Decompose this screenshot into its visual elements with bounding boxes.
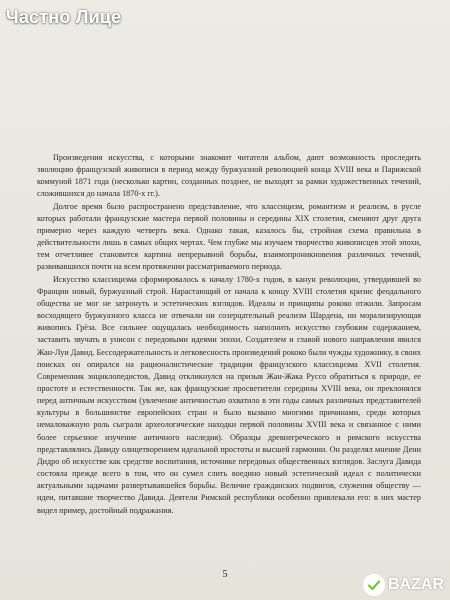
paragraph-3: Искусство классицизма сформировалось к началу 1780-х годов, в канун революции, утвердившей во Франции новый, буржуазный строй. Нарастающий от начала к концу XVIII столетия кризис феодального общества не мог не затронуть и эстетических взглядов. Идеалы и принципы рококо отжили. Запросам восходящего буржуазного класса не отвечали ни созерцательный реализм Шардена, ни морализирующая живопись Грёза. Все сильнее ощущалась необходимость наполнить искусство глубоким содержанием, заставить звучать в унисон с передовыми идеями эпохи. Создателем и главой нового направления явился Жан-Луи Давид. Бессодержательность и легковесность произведений рококо были чужды художнику, в своих поисках он опирался на рационалистические традиции французского классицизма XVII столетия. Современник энциклопедистов, Давид откликнулся на призыв Жан-Жака Руссо обратиться к природе, ее простоте и естественности. Так же, как французские просветители середины XVIII века, он преклонялся перед античным искусством (увлечение античностью охватило в эти годы самых различных представителей культуры в большинстве европейских стран и было вызвано многими причинами, среди которых немаловажную роль сыграли археологические находки первой половины XVIII века и связанное с ними более серьезное изучение античного наследия). Образцы древнегреческого и римского искусства представлялись Давиду олицетворением идеальной простоты и высшей гармонии. Он разделял мнение Дени Дидро об искусстве как средстве воспитания, источнике передовых общественных взглядов. Заслуга Давида состояла прежде всего в том, что он сумел слить воедино новый эстетический идеал с политически актуальными задачами развертывавшейся борьбы. Величие гражданских подвигов, служения обществу — идеи, питавшие творчество Давида. Деятели Римской республики особенно привлекали его: в них мастер видел пример, достойный подражания. bbox=[37, 274, 421, 515]
seller-watermark: Частно Лице bbox=[6, 7, 122, 27]
logo-label: BAZAR bbox=[388, 576, 444, 593]
bazar-logo bbox=[363, 574, 444, 596]
checkmark-icon bbox=[363, 574, 385, 596]
body-text bbox=[37, 152, 421, 517]
paragraph-1: Произведения искусства, с которыми знакомит читателя альбом, дают возможность проследить эволюцию французской живописи в период между буржуазной революцией конца XVIII века и Парижской коммуной 1871 года (несколько картин, созданных позднее, не выходят за рамки художественных течений, сложившихся до начала 1870-х гг.). bbox=[37, 153, 421, 199]
paragraph-2: Долгое время было распространено представление, что классицизм, романтизм и реализм, в русле которых работали французские мастера первой половины и середины XIX столетия, сменяют друг друга примерно через каждую четверть века. Однако такая, казалось бы, стройная схема правильна в действительности лишь в самых общих чертах. Чем глубже мы изучаем творчество живописцев этой эпохи, тем отчетливее становится картина непрерывной борьбы, взаимопроникновения различных течений, развивавшихся почти на всем протяжении рассматриваемого периода. bbox=[37, 201, 421, 272]
page-number: 5 bbox=[222, 569, 228, 580]
